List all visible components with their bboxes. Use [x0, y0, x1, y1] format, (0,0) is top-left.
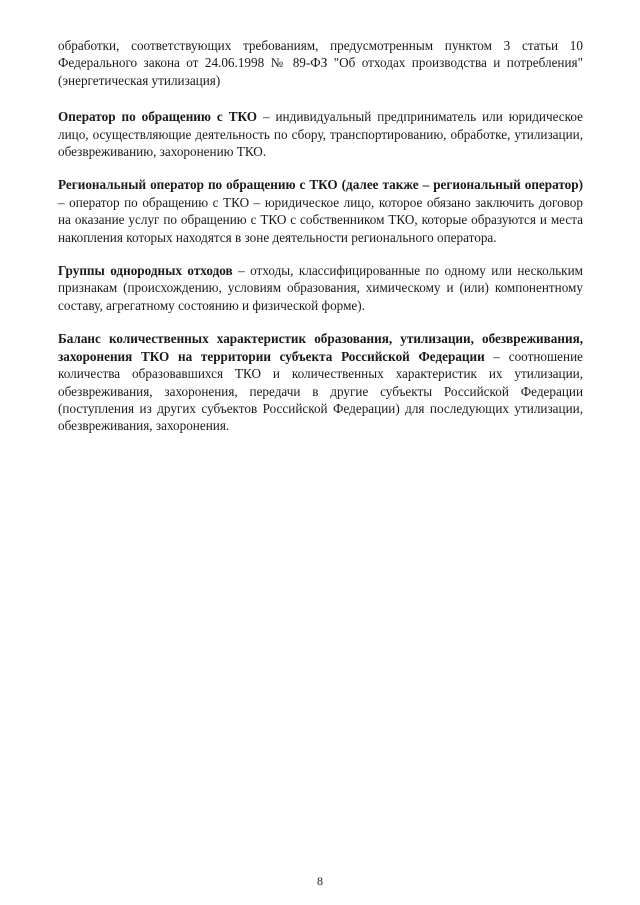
document-page [58, 37, 583, 451]
definition-term: Региональный оператор по обращению с ТКО (далее также – региональный оператор) [58, 177, 583, 193]
definition-homogeneous-waste-groups [58, 262, 583, 314]
definition-text: – соотношение количества образовавшихся ТКО и количественных характеристик их утилизации, обезвреживания, захоронения, передачи в другие субъекты Российской Федерации (поступления из других субъектов Российской Федерации) для последующих утилизации, обезвреживания, захоронения. [58, 348, 583, 434]
definition-regional-operator [58, 176, 583, 246]
definition-text: – индивидуальный предприниматель или юридическое лицо, осуществляющие деятельность по сбору, транспортированию, обработке, утилизации, обезвреживанию, захоронению ТКО. [58, 109, 583, 160]
definition-term: Оператор по обращению с ТКО [58, 109, 258, 125]
definition-term: Баланс количественных характеристик образования, утилизации, обезвреживания, захоронения ТКО на территории субъекта Российской Федерации [58, 331, 583, 364]
definition-text: – отходы, классифицированные по одному или нескольким признакам (происхождению, условиям образования, химическому и (или) компонентному составу, агрегатному состоянию и физической форме). [58, 263, 583, 313]
definition-text: – оператор по обращению с ТКО – юридическое лицо, которое обязано заключить договор на оказание услуг по обращению с ТКО с собственником ТКО, которые образуются и места накопления которых находятся в зоне деятельности регионального оператора. [58, 194, 583, 245]
continuation-paragraph: обработки, соответствующих требованиям, предусмотренным пунктом 3 статьи 10 Федерального закона от 24.06.1998 № 89-ФЗ "Об отходах производства и потребления" (энергетическая утилизация) [58, 38, 583, 88]
definition-operator [58, 108, 583, 160]
definition-balance [58, 330, 583, 434]
definition-term: Группы однородных отходов [58, 263, 233, 279]
page-number: 8 [317, 874, 323, 888]
